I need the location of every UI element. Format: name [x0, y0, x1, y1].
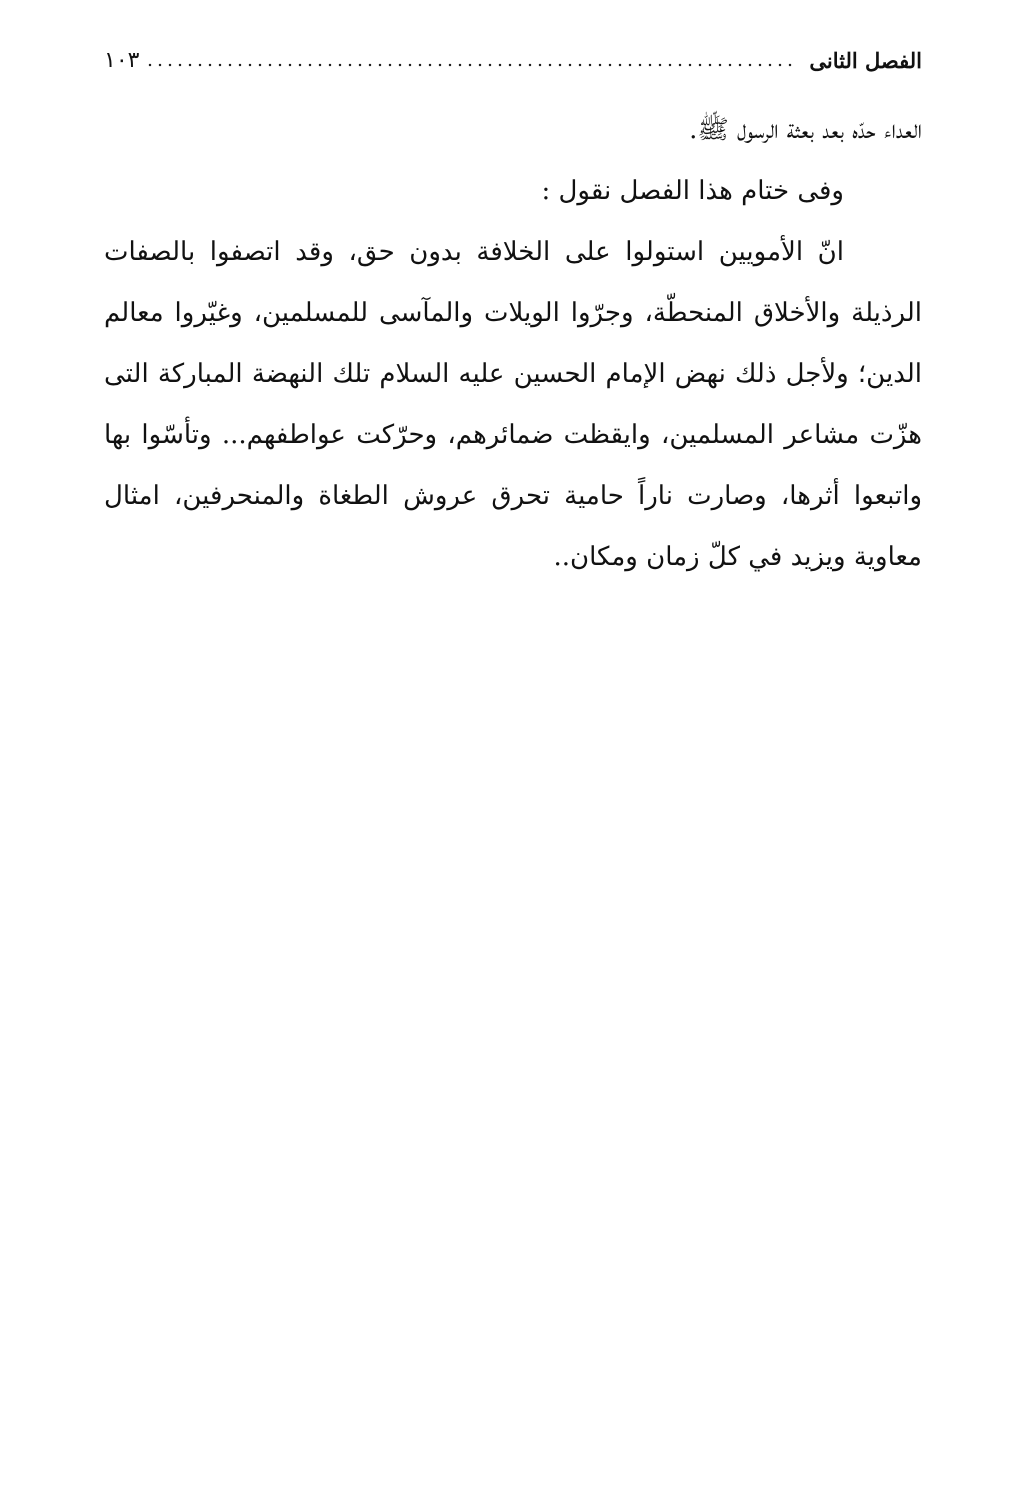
body-text — [104, 100, 922, 588]
paragraph-closing-intro: وفى ختام هذا الفصل نقول : — [541, 176, 844, 206]
dot-leader — [145, 61, 793, 69]
paragraph-continued: العداء حدّه بعد بعثة الرسول ﷺ. — [689, 115, 922, 145]
paragraph-conclusion: انّ الأمويين استولوا على الخلافة بدون حق، وقد اتصفوا بالصفات الرذيلة والأخلاق المنحطّة، وجرّوا الويلات والمآسى للمسلمين، وغيّروا معالم الدين؛ ولأجل ذلك نهض الإمام الحسين عليه السلام تلك النهضة المباركة التى هزّت مشاعر المسلمين، وايقظت ضمائرهم، وحرّكت عواطفهم... وتأسّوا بها واتبعوا أثرها، وصارت ناراً حامية تحرق عروش الطغاة والمنحرفين، امثال معاوية ويزيد في كلّ زمان ومكان.. — [104, 237, 922, 572]
chapter-title: الفصل الثانى — [809, 47, 922, 73]
page-number: ١٠٣ — [104, 47, 140, 73]
running-header — [104, 40, 922, 80]
